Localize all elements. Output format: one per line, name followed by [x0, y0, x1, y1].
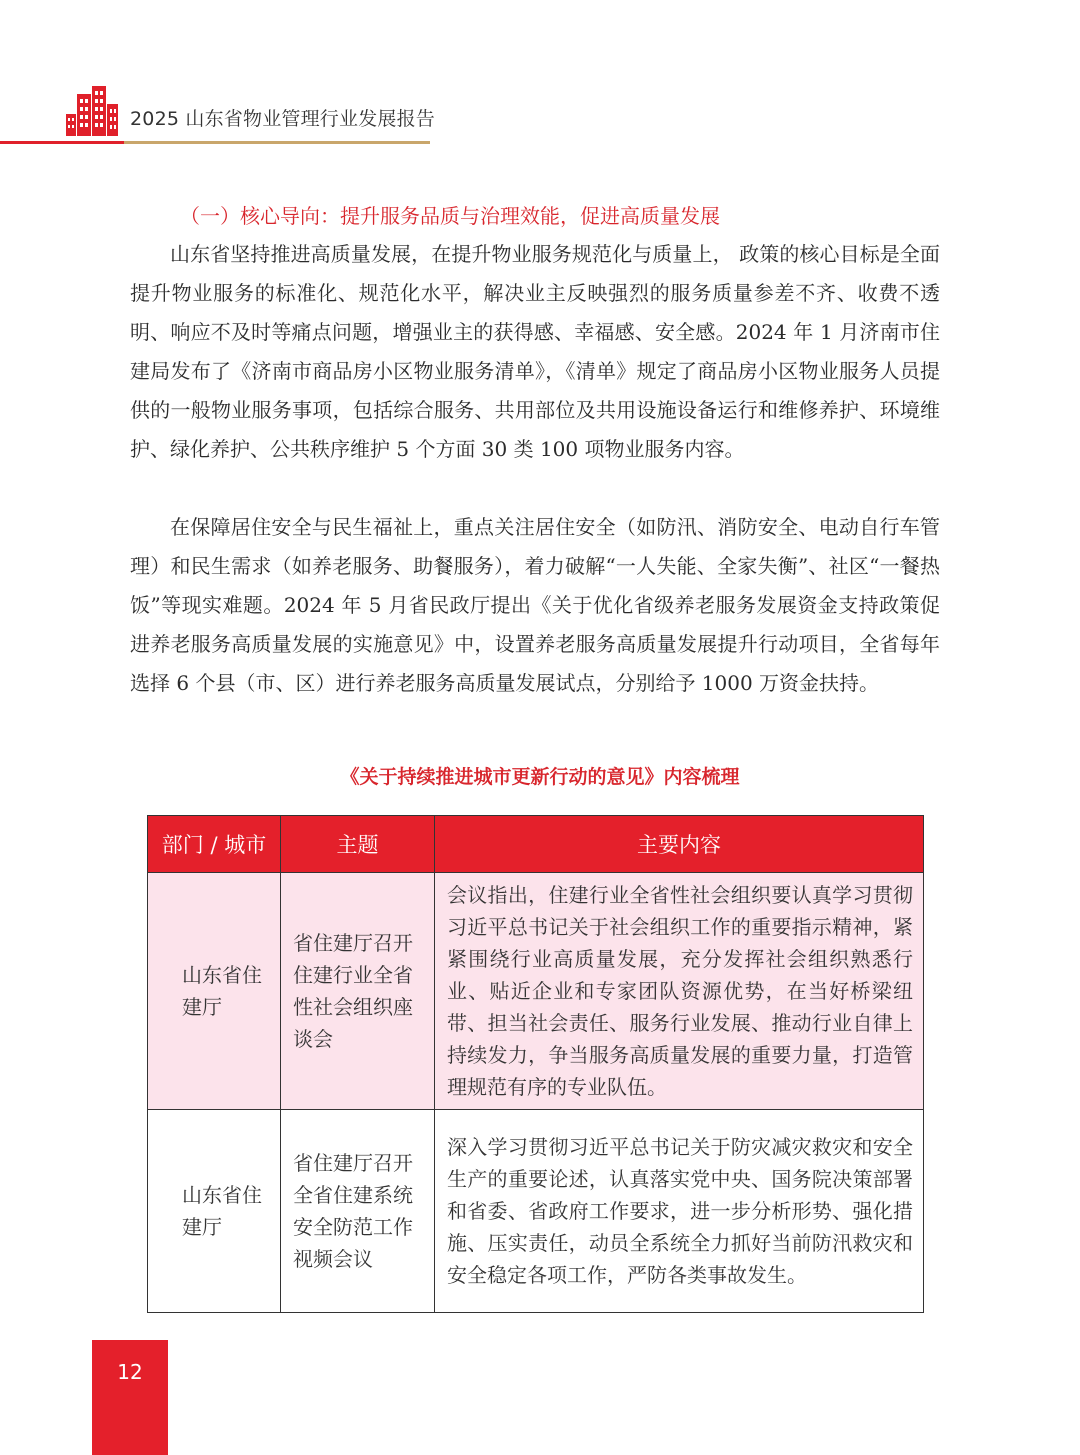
column-header-topic: 主题	[281, 816, 435, 873]
column-header-content: 主要内容	[435, 816, 924, 873]
topic-cell: 省住建厅召开全省住建系统安全防范工作视频会议	[281, 1110, 435, 1313]
section-heading: （一）核心导向：提升服务品质与治理效能，促进高质量发展	[180, 204, 720, 228]
table-row	[148, 1110, 924, 1313]
header-rule-red	[0, 141, 124, 144]
content-table	[147, 815, 924, 1313]
content-cell: 会议指出，住建行业全省性社会组织要认真学习贯彻习近平总书记关于社会组织工作的重要指示精神，紧紧围绕行业高质量发展，充分发挥社会组织熟悉行业、贴近企业和专家团队资源优势，在当好桥梁纽带、担当社会责任、服务行业发展、推动行业自律上持续发力，争当服务高质量发展的重要力量，打造管理规范有序的专业队伍。	[435, 873, 924, 1110]
table-row	[148, 873, 924, 1110]
column-header-dept: 部门 / 城市	[148, 816, 281, 873]
table-caption: 《关于持续推进城市更新行动的意见》内容梳理	[340, 766, 740, 788]
body-paragraph: 在保障居住安全与民生福祉上，重点关注居住安全（如防汛、消防安全、电动自行车管理）和民生需求（如养老服务、助餐服务），着力破解“一人失能、全家失衡”、社区“一餐热饭”等现实难题。2024 年 5 月省民政厅提出《关于优化省级养老服务发展资金支持政策促进养老服务高质量发展的实施意见》中，设置养老服务高质量发展提升行动项目，全省每年选择 6 个县（市、区）进行养老服务高质量发展试点，分别给予 1000 万资金扶持。	[130, 515, 940, 695]
report-title: 2025 山东省物业管理行业发展报告	[130, 108, 435, 130]
page-number: 12	[117, 1360, 143, 1384]
page-number-tab	[92, 1340, 168, 1455]
table-header-row	[148, 816, 924, 873]
content-cell: 深入学习贯彻习近平总书记关于防灾减灾救灾和安全生产的重要论述，认真落实党中央、国务院决策部署和省委、省政府工作要求，进一步分析形势、强化措施、压实责任，动员全系统全力抓好当前防汛救灾和安全稳定各项工作，严防各类事故发生。	[435, 1110, 924, 1313]
body-paragraph: 山东省坚持推进高质量发展，在提升物业服务规范化与质量上， 政策的核心目标是全面提升物业服务的标准化、规范化水平，解决业主反映强烈的服务质量参差不齐、收费不透明、响应不及时等痛点问题，增强业主的获得感、幸福感、安全感。2024 年 1 月济南市住建局发布了《济南市商品房小区物业服务清单》，《清单》规定了商品房小区物业服务人员提供的一般物业服务事项，包括综合服务、共用部位及共用设施设备运行和维修养护、环境维护、绿化养护、公共秩序维护 5 个方面 30 类 100 项物业服务内容。	[130, 242, 940, 461]
dept-cell: 山东省住建厅	[148, 1110, 281, 1313]
topic-cell: 省住建厅召开住建行业全省性社会组织座谈会	[281, 873, 435, 1110]
header-rule-gold	[124, 141, 430, 144]
building-icon	[66, 86, 118, 136]
dept-cell: 山东省住建厅	[148, 873, 281, 1110]
